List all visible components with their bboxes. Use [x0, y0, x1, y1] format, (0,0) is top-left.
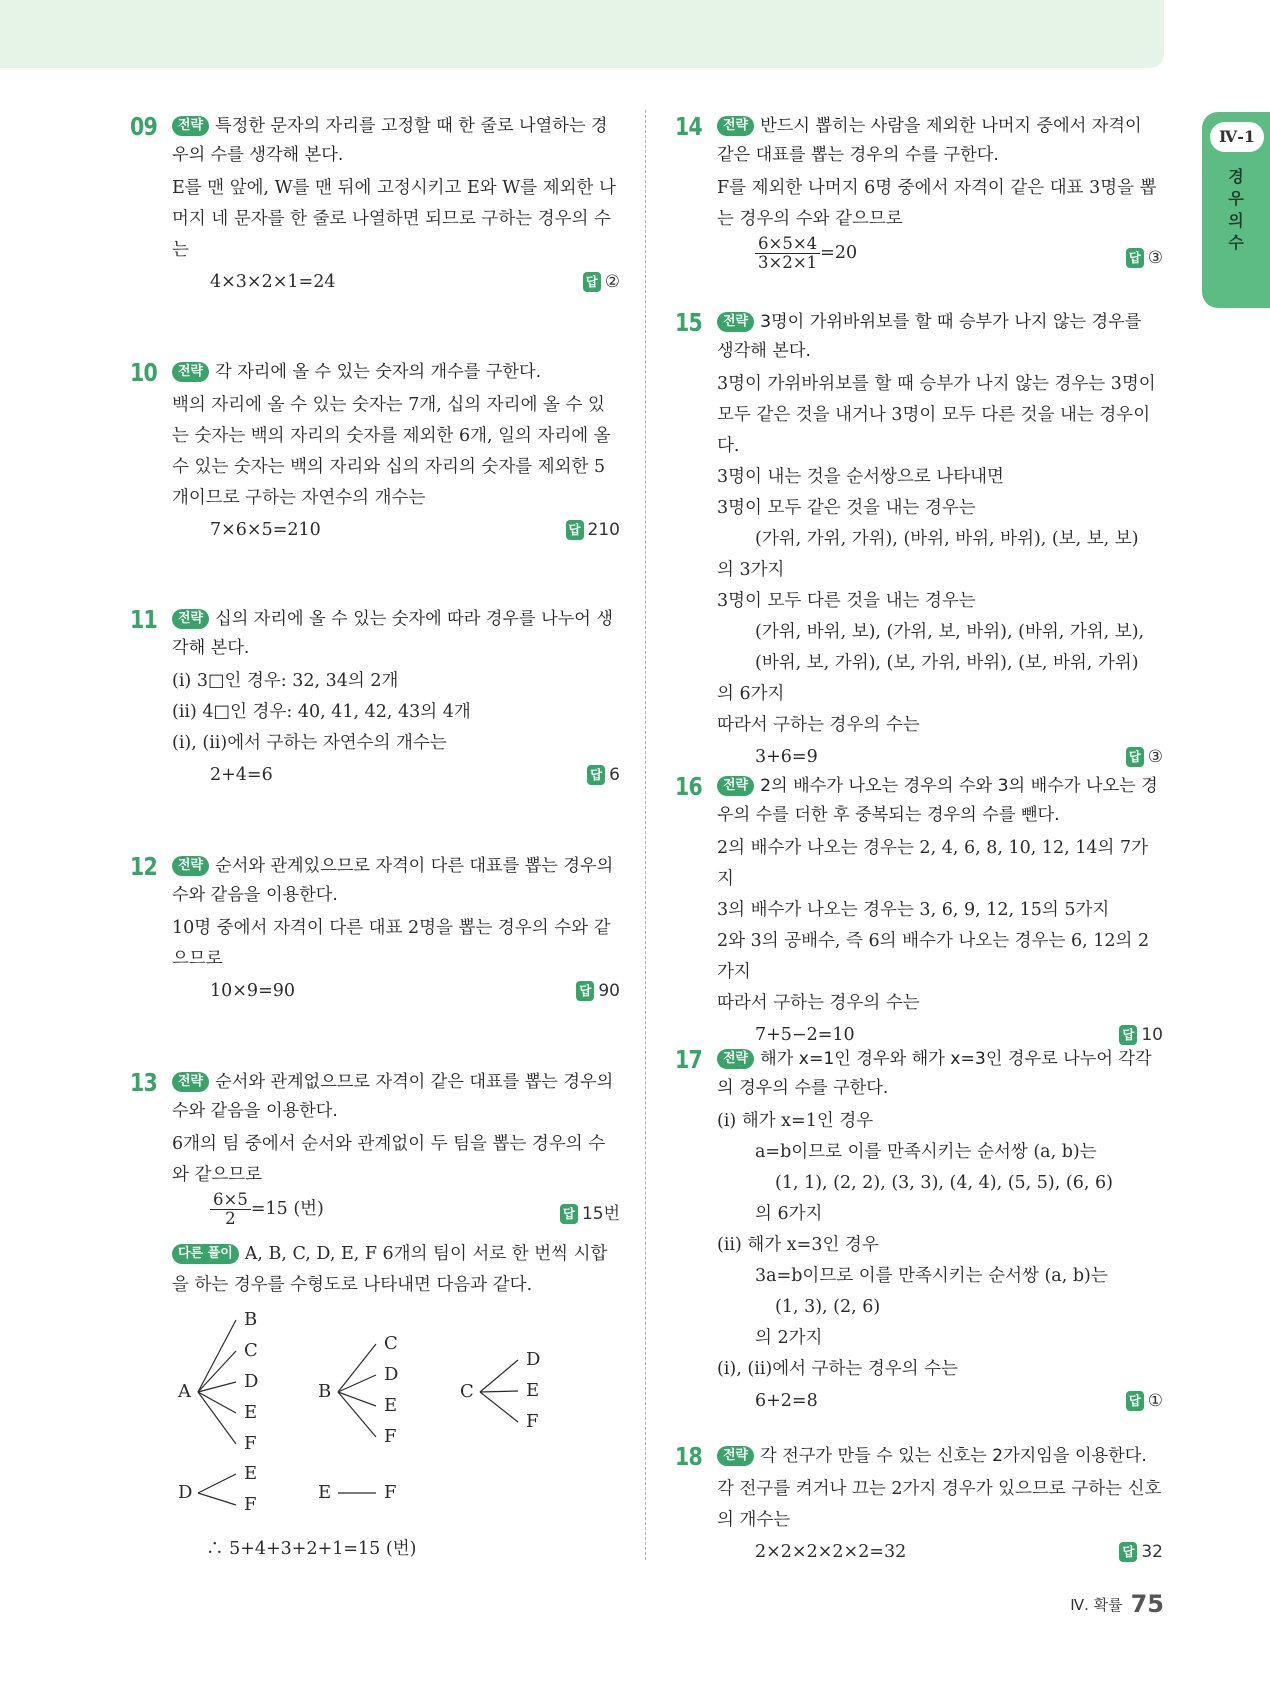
- tree-branch: [198, 1392, 236, 1444]
- answer: [1126, 243, 1163, 274]
- tree-leaf-C: C: [244, 1340, 258, 1361]
- strategy: [717, 772, 1163, 830]
- solution-body: [172, 913, 620, 1007]
- answer-value: 6: [609, 765, 620, 785]
- problem-number: 17: [675, 1045, 702, 1074]
- strategy-tag: 전략: [172, 856, 209, 876]
- solution-line: 의 2가지: [755, 1328, 823, 1348]
- strategy-text: 십의 자리에 올 수 있는 숫자에 따라 경우를 나누어 생각해 본다.: [172, 609, 613, 658]
- solution-line: 의 6가지: [717, 684, 785, 704]
- strategy: [172, 1068, 620, 1126]
- solution-text: 10명 중에서 자격이 다른 대표 2명을 뽑는 경우의 수와 같으므로: [172, 918, 611, 969]
- answer-value: 210: [587, 520, 620, 540]
- strategy: [172, 852, 620, 910]
- tree-branch: [198, 1493, 236, 1505]
- tree-leaf-D: D: [526, 1349, 541, 1370]
- tree-leaf-E: E: [526, 1380, 540, 1401]
- answer-value: 90: [598, 981, 620, 1001]
- solution-body: [172, 666, 620, 791]
- chapter-side-tab[interactable]: [1202, 112, 1270, 308]
- tree-branch: [338, 1344, 376, 1392]
- solution-text: 각 전구를 켜거나 끄는 2가지 경우가 있으므로 구하는 신호의 개수는: [717, 1479, 1162, 1530]
- equation-line: [717, 1536, 1163, 1568]
- strategy-text: 3명이 가위바위보를 할 때 승부가 나지 않는 경우를 생각해 본다.: [717, 312, 1142, 361]
- solution-body: [717, 1474, 1163, 1568]
- equation-line: [717, 1385, 1163, 1417]
- answer-badge: 답: [1126, 248, 1144, 268]
- tree-leaf-D: D: [244, 1371, 259, 1392]
- tree-branch: [480, 1392, 518, 1422]
- equation: 4×3×2×1=24: [210, 272, 336, 292]
- solution-text: F를 제외한 나머지 6명 중에서 자격이 같은 대표 3명을 뽑는 경우의 수와 같으므로: [717, 178, 1157, 229]
- denominator: 2: [225, 1209, 236, 1228]
- strategy-tag: 전략: [172, 116, 209, 136]
- solution-line: 3명이 내는 것을 순서쌍으로 나타내면: [717, 467, 1004, 487]
- fraction: [755, 235, 820, 272]
- answer-badge: 답: [1126, 1391, 1144, 1411]
- solution-line: a=b이므로 이를 만족시키는 순서쌍 (a, b)는: [755, 1142, 1097, 1162]
- strategy-tag: 전략: [717, 116, 754, 136]
- answer: [1126, 1385, 1163, 1417]
- case-2: (ii) 4□인 경우: 40, 41, 42, 43의 4개: [172, 702, 471, 722]
- tree-leaf-E: E: [244, 1463, 258, 1484]
- tree-leaf-D: D: [384, 1364, 399, 1385]
- problem-number: 13: [130, 1068, 157, 1097]
- summary-line: (i), (ii)에서 구하는 자연수의 개수는: [172, 733, 447, 753]
- strategy-text: 순서와 관계있으므로 자격이 다른 대표를 뽑는 경우의 수와 같음을 이용한다.: [172, 856, 614, 905]
- tree-branch: [198, 1382, 236, 1392]
- strategy-tag: 전략: [717, 1049, 754, 1069]
- tree-branch: [198, 1320, 236, 1392]
- equation-line: [172, 759, 620, 791]
- chapter-title: 경우의 수: [1228, 167, 1244, 252]
- tree-root-D: D: [178, 1482, 193, 1503]
- answer-badge: 답: [560, 1204, 578, 1224]
- tree-branch: [338, 1375, 376, 1392]
- tree-branch: [480, 1391, 518, 1392]
- tree-branch: [480, 1360, 518, 1392]
- solution-text: E를 맨 앞에, W를 맨 뒤에 고정시키고 E와 W를 제외한 나머지 네 문자를 한 줄로 나열하면 되므로 구하는 경우의 수는: [172, 178, 616, 260]
- strategy: [717, 308, 1163, 366]
- problem-11: [130, 605, 620, 791]
- answer: [1119, 1536, 1163, 1568]
- strategy-tag: 전략: [172, 362, 209, 382]
- equation: 2×2×2×2×2=32: [755, 1542, 907, 1562]
- strategy-tag: 전략: [717, 312, 754, 332]
- tree-root-C: C: [460, 1381, 474, 1402]
- strategy-text: 각 전구가 만들 수 있는 신호는 2가지임을 이용한다.: [760, 1446, 1147, 1466]
- tree-root-E: E: [318, 1482, 332, 1503]
- problem-15: [675, 308, 1163, 773]
- problem-09: [130, 112, 620, 298]
- solution-line: 의 6가지: [755, 1204, 823, 1224]
- solution-text: 백의 자리에 올 수 있는 숫자는 7개, 십의 자리에 올 수 있는 숫자는 백의 자리의 숫자를 제외한 6개, 일의 자리에 올 수 있는 숫자는 백의 자리와 십의 자리의 숫자를 제외한 5개이므로 구하는 자연수의 개수는: [172, 395, 611, 508]
- alt-solution: [172, 1239, 620, 1301]
- solution-body: [717, 173, 1163, 277]
- case-1-heading: (i) 해가 x=1인 경우: [717, 1111, 874, 1131]
- problem-number: 12: [130, 852, 157, 881]
- strategy-tag: 전략: [172, 609, 209, 629]
- strategy: [172, 605, 620, 663]
- solution-body: [717, 1106, 1163, 1417]
- answer: [583, 266, 620, 298]
- problem-13-final: [206, 1535, 606, 1560]
- answer: [566, 514, 620, 546]
- solution-line: 3명이 모두 다른 것을 내는 경우는: [717, 591, 976, 611]
- solution-line: 3a=b이므로 이를 만족시키는 순서쌍 (a, b)는: [755, 1266, 1108, 1286]
- solution-body: [717, 833, 1163, 1051]
- strategy: [717, 1045, 1163, 1103]
- strategy-text: 해가 x=1인 경우와 해가 x=3인 경우로 나누어 각각의 경우의 수를 구한다.: [717, 1049, 1152, 1098]
- tree-leaf-E: E: [244, 1402, 258, 1423]
- ordered-pairs: (1, 3), (2, 6): [775, 1297, 881, 1317]
- solution-line: (i), (ii)에서 구하는 경우의 수는: [717, 1359, 958, 1379]
- answer-badge: 답: [583, 272, 601, 292]
- case-2-heading: (ii) 해가 x=3인 경우: [717, 1235, 879, 1255]
- solution-line: 3명이 모두 같은 것을 내는 경우는: [717, 498, 976, 518]
- ordered-pairs: (바위, 보, 가위), (보, 가위, 바위), (보, 바위, 가위): [755, 653, 1139, 673]
- tree-root-A: A: [178, 1381, 191, 1402]
- ordered-pairs: (가위, 가위, 가위), (바위, 바위, 바위), (보, 보, 보): [755, 529, 1139, 549]
- tree-leaf-F: F: [244, 1494, 257, 1515]
- strategy-text: 반드시 뽑히는 사람을 제외한 나머지 중에서 자격이 같은 대표를 뽑는 경우의 수를 구한다.: [717, 116, 1142, 165]
- denominator: 3×2×1: [758, 253, 818, 272]
- page-footer: [1070, 1590, 1164, 1618]
- solution-body: [717, 369, 1163, 773]
- problem-number: 14: [675, 112, 702, 141]
- equation: 7+5−2=10: [755, 1025, 855, 1045]
- problem-12: [130, 852, 620, 1007]
- strategy-tag: 전략: [717, 776, 754, 796]
- solution-body: [172, 173, 620, 298]
- equation: 6+2=8: [755, 1391, 818, 1411]
- solution-text: 6개의 팀 중에서 순서와 관계없이 두 팀을 뽑는 경우의 수와 같으므로: [172, 1134, 606, 1185]
- chapter-unit-badge: Ⅳ-1: [1210, 122, 1264, 152]
- case-1: (i) 3□인 경우: 32, 34의 2개: [172, 671, 399, 691]
- answer-badge: 답: [587, 765, 605, 785]
- answer-badge: 답: [1119, 1025, 1137, 1045]
- alt-solution-text: A, B, C, D, E, F 6개의 팀이 서로 한 번씩 시합을 하는 경우를 수형도로 나타내면 다음과 같다.: [172, 1244, 608, 1295]
- strategy-text: 순서와 관계없으므로 자격이 같은 대표를 뽑는 경우의 수와 같음을 이용한다.: [172, 1072, 614, 1121]
- strategy-tag: 전략: [717, 1446, 754, 1466]
- solution-body: [172, 1129, 620, 1301]
- tree-leaf-E: E: [384, 1395, 398, 1416]
- problem-16: [675, 772, 1163, 1051]
- solution-line: 3명이 가위바위보를 할 때 승부가 나지 않는 경우는 3명이 모두 같은 것을 내거나 3명이 모두 다른 것을 내는 경우이다.: [717, 374, 1156, 456]
- numerator: 6×5×4: [755, 235, 820, 254]
- solution-line: 2의 배수가 나오는 경우는 2, 4, 6, 8, 10, 12, 14의 7가지: [717, 838, 1149, 889]
- tree-leaf-F: F: [384, 1426, 397, 1447]
- problem-14: [675, 112, 1163, 277]
- strategy-text: 각 자리에 올 수 있는 숫자의 개수를 구한다.: [215, 362, 542, 382]
- equation-line: [172, 514, 620, 546]
- answer-value: 32: [1141, 1542, 1163, 1562]
- column-divider: [645, 110, 646, 1560]
- strategy: [717, 112, 1163, 170]
- footer-section: Ⅳ. 확률: [1070, 1596, 1123, 1614]
- answer-badge: 답: [576, 981, 594, 1001]
- answer-value: 10: [1141, 1025, 1163, 1045]
- answer: [560, 1199, 620, 1230]
- equation-line: [172, 266, 620, 298]
- answer: [1126, 741, 1163, 773]
- equation-line: [717, 741, 1163, 773]
- problem-17: [675, 1045, 1163, 1417]
- answer-value: ①: [1147, 1391, 1163, 1411]
- problem-number: 10: [130, 358, 157, 387]
- problem-18: [675, 1442, 1163, 1568]
- strategy: [172, 358, 620, 387]
- equation: 3+6=9: [755, 747, 818, 767]
- problem-number: 16: [675, 772, 702, 801]
- strategy-text: 특정한 문자의 자리를 고정할 때 한 줄로 나열하는 경우의 수를 생각해 본다.: [172, 116, 608, 165]
- numerator: 6×5: [210, 1191, 251, 1210]
- top-header-band: [0, 0, 1164, 68]
- solution-line: 2와 3의 공배수, 즉 6의 배수가 나오는 경우는 6, 12의 2가지: [717, 931, 1150, 982]
- problem-number: 09: [130, 112, 157, 141]
- tree-root-B: B: [318, 1381, 332, 1402]
- tree-leaf-F: F: [244, 1433, 257, 1454]
- answer-value: ②: [604, 272, 620, 292]
- answer-badge: 답: [1126, 747, 1144, 767]
- problem-10: [130, 358, 620, 546]
- solution-line: 3의 배수가 나오는 경우는 3, 6, 9, 12, 15의 5가지: [717, 900, 1110, 920]
- equation-rest: =20: [820, 243, 858, 263]
- tree-branch: [198, 1474, 236, 1493]
- equation-line: [172, 975, 620, 1007]
- solution-line: 의 3가지: [717, 560, 785, 580]
- strategy: [172, 112, 620, 170]
- alt-solution-tag: 다른 풀이: [172, 1244, 239, 1264]
- answer-badge: 답: [1119, 1542, 1137, 1562]
- strategy-text: 2의 배수가 나오는 경우의 수와 3의 배수가 나오는 경우의 수를 더한 후 중복되는 경우의 수를 뺀다.: [717, 776, 1158, 825]
- equation: 7×6×5=210: [210, 520, 321, 540]
- answer: [576, 975, 620, 1007]
- tree-branch: [198, 1392, 236, 1413]
- strategy: [717, 1442, 1163, 1471]
- equation-line: [717, 235, 1163, 277]
- tree-leaf-C: C: [384, 1333, 398, 1354]
- solution-line: 따라서 구하는 경우의 수는: [717, 993, 920, 1013]
- problem-13: [130, 1068, 620, 1301]
- answer: [587, 759, 620, 791]
- answer-value: 15번: [581, 1204, 620, 1224]
- equation: 10×9=90: [210, 981, 295, 1001]
- strategy-tag: 전략: [172, 1072, 209, 1092]
- equation-line: [172, 1191, 620, 1233]
- tree-leaf-F: F: [384, 1482, 397, 1503]
- equation: 2+4=6: [210, 765, 273, 785]
- problem-number: 18: [675, 1442, 702, 1471]
- tree-diagram: [170, 1310, 610, 1570]
- solution-line: 따라서 구하는 경우의 수는: [717, 715, 920, 735]
- answer-value: ③: [1147, 248, 1163, 268]
- solution-body: [172, 390, 620, 546]
- equation-rest: =15 (번): [250, 1199, 324, 1219]
- fraction: [210, 1191, 251, 1228]
- problem-number: 15: [675, 308, 702, 337]
- answer-badge: 답: [566, 520, 584, 540]
- tree-leaf-B: B: [244, 1310, 258, 1330]
- problem-number: 11: [130, 605, 157, 634]
- ordered-pairs: (가위, 바위, 보), (가위, 보, 바위), (바위, 가위, 보),: [755, 622, 1145, 642]
- tree-leaf-F: F: [526, 1411, 539, 1432]
- page-number: 75: [1130, 1590, 1164, 1618]
- final-equation: ∴ 5+4+3+2+1=15 (번): [206, 1539, 417, 1559]
- answer-value: ③: [1147, 747, 1163, 767]
- ordered-pairs: (1, 1), (2, 2), (3, 3), (4, 4), (5, 5), (6, 6): [775, 1173, 1113, 1193]
